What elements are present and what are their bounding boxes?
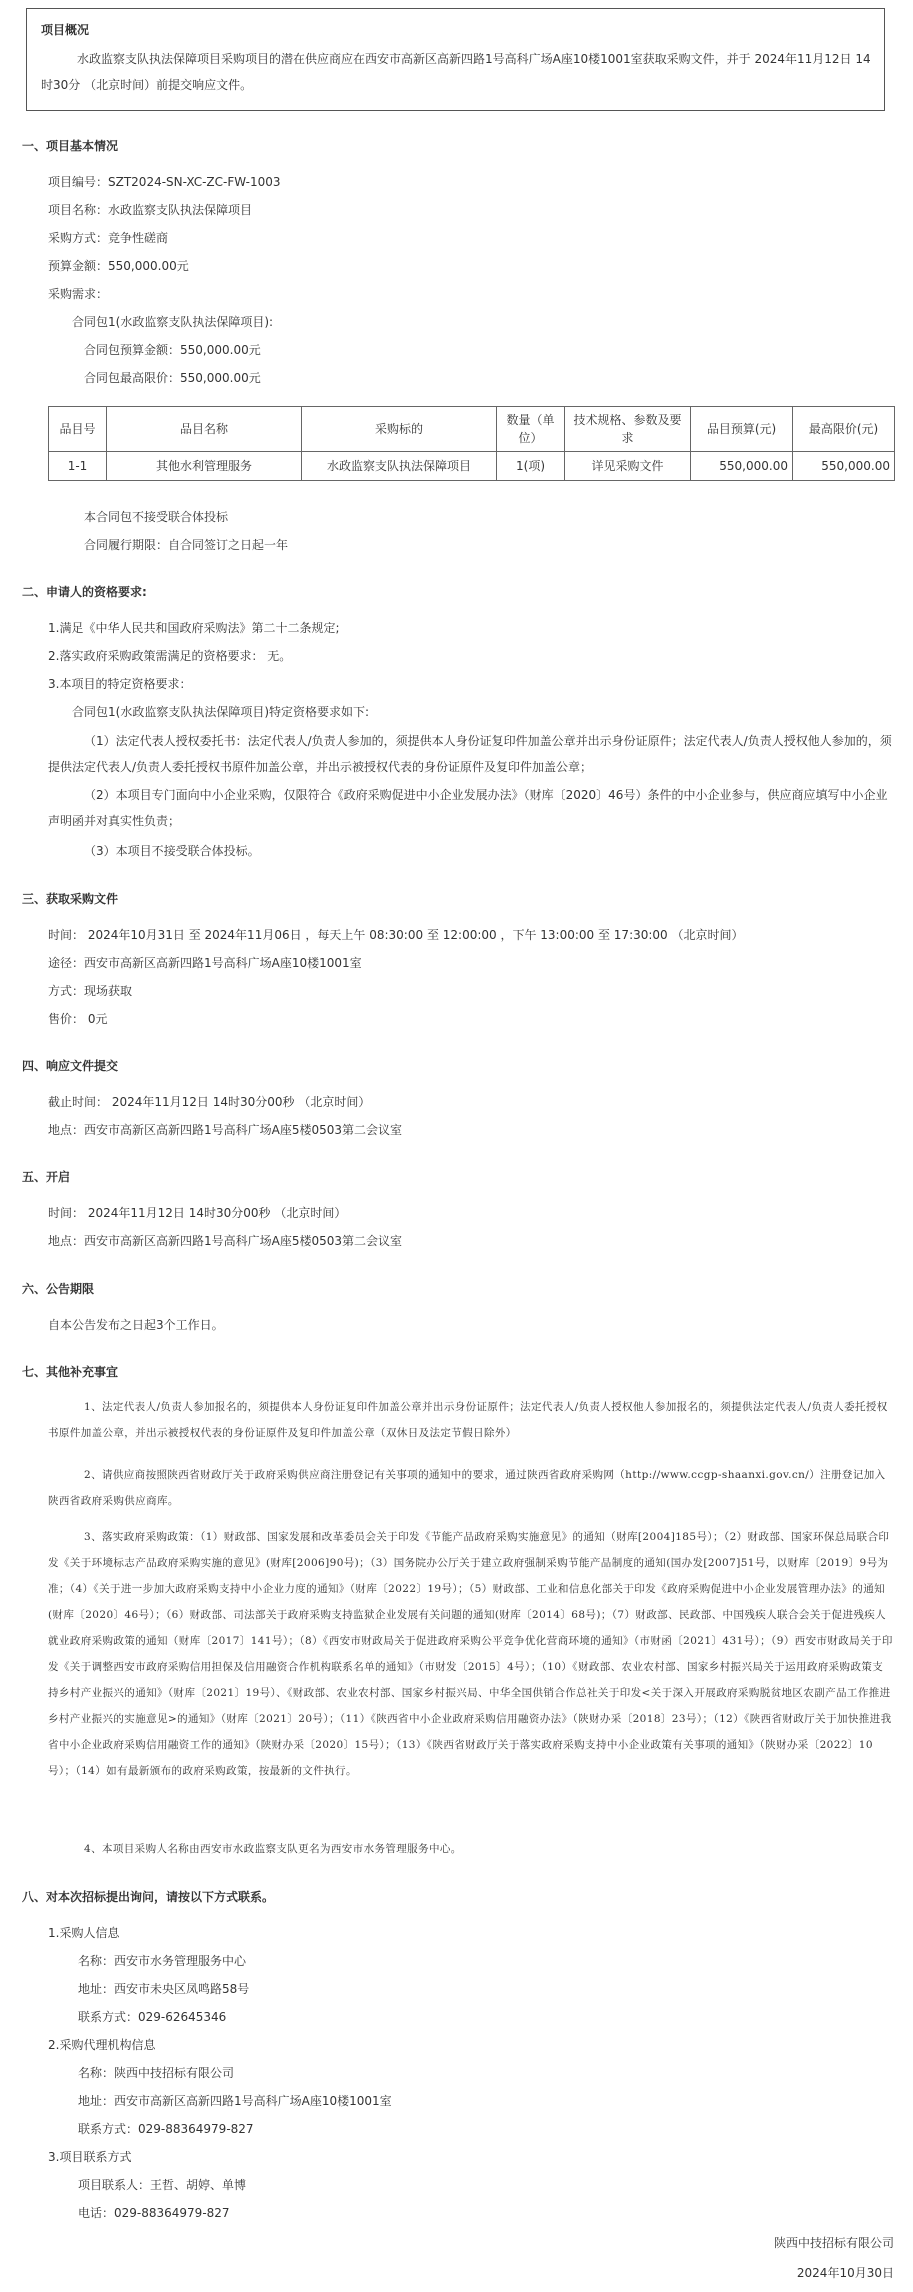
opening-place: 地点：西安市高新区高新四路1号高科广场A座5楼0503第二会议室 [48, 1234, 403, 1248]
section-2-title: 二、申请人的资格要求: [22, 585, 147, 599]
budget-amount: 预算金额：550,000.00元 [48, 259, 189, 273]
contract-package: 合同包1(水政监察支队执法保障项目): [72, 315, 274, 329]
table-header: 品目名称 [107, 407, 302, 452]
no-consortium-note: 本合同包不接受联合体投标 [84, 510, 229, 524]
table-row [49, 452, 895, 481]
agency-address: 地址：西安市高新区高新四路1号高科广场A座10楼1001室 [78, 2094, 392, 2108]
requirement-1: （1）法定代表人授权委托书：法定代表人/负责人参加的，须提供本人身份证复印件加盖公章并出示身份证原件；法定代表人/负责人授权他人参加的，须提供法定代表人/负责人委托授权书原件加盖公章，并出示被授权代表的身份证原件及复印件加盖公章； [48, 734, 892, 774]
notice-period: 自本公告发布之日起3个工作日。 [48, 1318, 224, 1332]
table-cell: 其他水利管理服务 [107, 452, 302, 481]
table-cell: 550,000.00 [691, 452, 793, 481]
purchaser-contact: 联系方式：029-62645346 [78, 2010, 227, 2024]
table-cell: 550,000.00 [793, 452, 895, 481]
section-6-title: 六、公告期限 [22, 1282, 95, 1296]
purchaser-name: 名称：西安市水务管理服务中心 [78, 1954, 247, 1968]
project-name: 项目名称：水政监察支队执法保障项目 [48, 203, 253, 217]
supplement-note-1: 1、法定代表人/负责人参加报名的，须提供本人身份证复印件加盖公章并出示身份证原件；法定代表人/负责人授权他人参加报名的，须提供法定代表人/负责人委托授权书原件加盖公章，并出示被授权代表的身份证原件及复印件加盖公章（双休日及法定节假日除外） [48, 1401, 888, 1439]
section-4-title: 四、响应文件提交 [22, 1059, 119, 1073]
purchaser-info-heading: 1.采购人信息 [48, 1926, 120, 1940]
overview-text: 水政监察支队执法保障项目采购项目的潜在供应商应在西安市高新区高新四路1号高科广场A座10楼1001室获取采购文件，并于 2024年11月12日 14时30分 （北京时间）前提交响应文件。 [41, 52, 871, 92]
package-qualification: 合同包1(水政监察支队执法保障项目)特定资格要求如下: [72, 705, 370, 719]
requirement-2: （2）本项目专门面向中小企业采购，仅限符合《政府采购促进中小企业发展办法》（财库〔2020〕46号）条件的中小企业参与，供应商应填写中小企业声明函并对真实性负责； [48, 788, 888, 828]
project-contact-phone: 电话：029-88364979-827 [78, 2206, 230, 2220]
purchaser-address: 地址：西安市未央区凤鸣路58号 [78, 1982, 250, 1996]
contract-term: 合同履行期限：自合同签订之日起一年 [84, 538, 289, 552]
section-5-title: 五、开启 [22, 1170, 71, 1184]
submit-deadline: 截止时间： 2024年11月12日 14时30分00秒 （北京时间） [48, 1095, 371, 1109]
qualification-3: 3.本项目的特定资格要求： [48, 677, 192, 691]
package-max-price: 合同包最高限价：550,000.00元 [84, 371, 261, 385]
acquire-mode: 方式：现场获取 [48, 984, 133, 998]
procurement-method: 采购方式：竞争性磋商 [48, 231, 169, 245]
section-3-title: 三、获取采购文件 [22, 892, 119, 906]
section-8-title: 八、对本次招标提出询问，请按以下方式联系。 [22, 1890, 275, 1904]
footer-date: 2024年10月30日 [796, 2266, 894, 2280]
submit-place: 地点：西安市高新区高新四路1号高科广场A座5楼0503第二会议室 [48, 1123, 403, 1137]
project-contact-people: 项目联系人：王哲、胡婷、单博 [78, 2178, 247, 2192]
section-1-title: 一、项目基本情况 [22, 139, 119, 153]
acquire-time: 时间： 2024年10月31日 至 2024年11月06日 ，每天上午 08:30:00 至 12:00:00 ，下午 13:00:00 至 17:30:00 （北京时间） [48, 928, 744, 942]
supplement-note-3: 3、落实政府采购政策：（1）财政部、国家发展和改革委员会关于印发《节能产品政府采购实施意见》的通知（财库[2004]185号）；（2）财政部、国家环保总局联合印发《关于环境标志产品政府采购实施的意见》(财库[2006]90号)；（3）国务院办公厅关于建立政府强制采购节能产品制度的通知(国办发[2007]51号，以财库〔2019〕9号为准；（4）《关于进一步加大政府采购支持中小企业力度的通知》（财库〔2022〕19号）；（5）财政部、工业和信息化部关于印发《政府采购促进中小企业发展管理办法》的通知(财库〔2020〕46号）；（6）财政部、司法部关于政府采购支持监狱企业发展有关问题的通知(财库〔2014〕68号)；（7）财政部、民政部、中国残疾人联合会关于促进残疾人就业政府采购政策的通知（财库〔2017〕141号）；（8）《西安市财政局关于促进政府采购公平竞争优化营商环境的通知》（市财函〔2021〕431号）；（9）西安市财政局关于印发《关于调整西安市政府采购信用担保及信用融资合作机构联系名单的通知》（市财发〔2015〕4号）；（10）《财政部、农业农村部、国家乡村振兴局关于运用政府采购政策支持乡村产业振兴的通知》（财库〔2021〕19号）、《财政部、农业农村部、国家乡村振兴局、中华全国供销合作总社关于印发<关于深入开展政府采购脱贫地区农副产品工作推进乡村产业振兴的实施意见>的通知》（财库〔2021〕20号）；（11）《陕西省中小企业政府采购信用融资办法》（陕财办采〔2018〕23号）；（12）《陕西省财政厅关于加快推进我省中小企业政府采购信用融资工作的通知》（陕财办采〔2020〕15号）；（13）《陕西省财政厅关于落实政府采购支持中小企业政策有关事项的通知》（陕财办采〔2022〕10号）；（14）如有最新颁布的政府采购政策，按最新的文件执行。 [48, 1531, 893, 1777]
project-contact-heading: 3.项目联系方式 [48, 2150, 132, 2164]
table-header-row [49, 407, 895, 452]
procurement-needs: 采购需求： [48, 287, 109, 301]
acquire-price: 售价： 0元 [48, 1012, 108, 1026]
table-header: 采购标的 [302, 407, 497, 452]
table-header: 技术规格、参数及要求 [565, 407, 691, 452]
table-cell: 水政监察支队执法保障项目 [302, 452, 497, 481]
agency-contact: 联系方式：029-88364979-827 [78, 2122, 254, 2136]
requirement-3: （3）本项目不接受联合体投标。 [84, 844, 260, 858]
opening-time: 时间： 2024年11月12日 14时30分00秒 （北京时间） [48, 1206, 347, 1220]
table-header: 品目号 [49, 407, 107, 452]
items-table [48, 406, 895, 481]
qualification-2: 2.落实政府采购政策需满足的资格要求： 无。 [48, 649, 292, 663]
overview-title: 项目概况 [41, 23, 90, 37]
package-budget: 合同包预算金额：550,000.00元 [84, 343, 261, 357]
qualification-1: 1.满足《中华人民共和国政府采购法》第二十二条规定; [48, 621, 340, 635]
section-7-title: 七、其他补充事宜 [22, 1365, 119, 1379]
acquire-route: 途径：西安市高新区高新四路1号高科广场A座10楼1001室 [48, 956, 362, 970]
table-cell: 1-1 [49, 452, 107, 481]
supplement-note-2: 2、请供应商按照陕西省财政厅关于政府采购供应商注册登记有关事项的通知中的要求，通过陕西省政府采购网（http://www.ccgp-shaanxi.gov.cn/）注册登记加入陕西省政府采购供应商库。 [48, 1469, 886, 1507]
table-header: 品目预算(元) [691, 407, 793, 452]
agency-name: 名称：陕西中技招标有限公司 [78, 2066, 235, 2080]
supplement-note-4: 4、本项目采购人名称由西安市水政监察支队更名为西安市水务管理服务中心。 [84, 1843, 462, 1855]
agency-info-heading: 2.采购代理机构信息 [48, 2038, 156, 2052]
footer-company: 陕西中技招标有限公司 [773, 2236, 894, 2250]
table-cell: 1(项) [497, 452, 565, 481]
table-header: 数量（单位） [497, 407, 565, 452]
table-cell: 详见采购文件 [565, 452, 691, 481]
overview-box [26, 8, 885, 111]
table-header: 最高限价(元) [793, 407, 895, 452]
project-number: 项目编号：SZT2024-SN-XC-ZC-FW-1003 [48, 175, 281, 189]
